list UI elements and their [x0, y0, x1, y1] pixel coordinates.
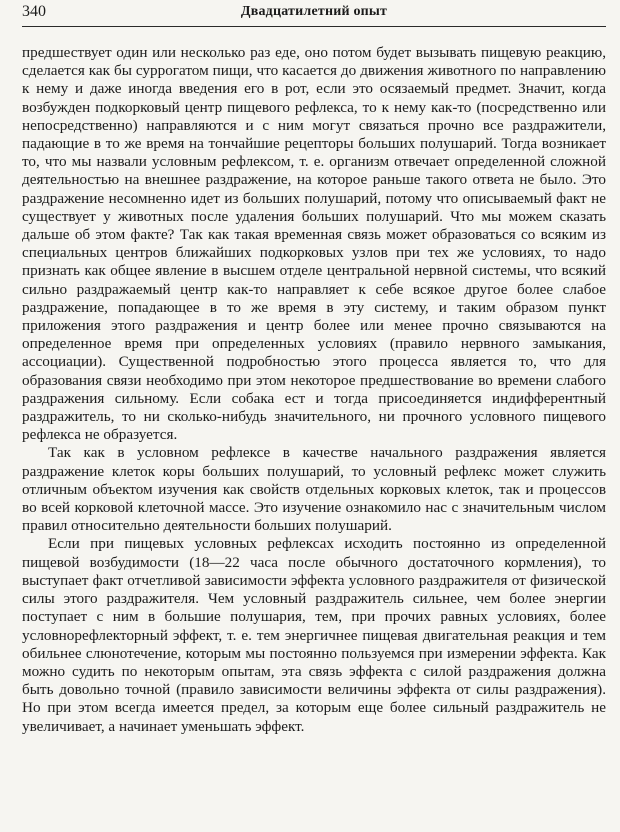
- paragraph: предшествует один или несколько раз еде, оно потом будет вызывать пищевую реакцию, сделается как бы суррогатом пищи, что касается до движения животного по направлению к нему и даже иногда введения его в рот, если это осязаемый предмет. Значит, когда возбужден подкорковый центр пищевого рефлекса, то к нему как-то (посредственно или непосредственно) направляются и с ним могут связаться прочно все раздражители, падающие в то же время на тончайшие рецепторы больших полушарий. Тогда возникает то, что мы назвали условным рефлексом, т. е. организм отвечает определенной сложной деятельностью на внешнее раздражение, на которое раньше такого ответа не было. Это раздражение несомненно идет из больших полушарий, потому что описываемый факт не существует у животных после удаления больших полушарий. Что мы можем сказать дальше об этом факте? Так как такая временная связь может образоваться со всяким из специальных центров ближайших подкорковых узлов при тех же условиях, то надо признать как общее явление в высшем отделе центральной нервной системы, что всякий сильно раздражаемый центр как-то направляет к себе всякое другое более слабое раздражение, попадающее в то же время в эту систему, и таким образом пункт приложения этого раздражения и центр более или менее прочно связываются на определенное время при определенных условиях (правило нервного замыкания, ассоциации). Существенной подробностью этого процесса является то, что для образования связи необходимо при этом некоторое предшествование во времени слабого раздражения сильному. Если собака ест и тогда присоединяется индифферентный раздражитель, то ни сколько-нибудь значительного, ни прочного условного пищевого рефлекса не образуется.: [22, 44, 606, 444]
- running-title: Двадцатилетний опыт: [240, 4, 388, 19]
- page-number: 340: [22, 3, 46, 20]
- page-header: [22, 0, 606, 27]
- paragraph: Если при пищевых условных рефлексах исходить постоянно из определенной пищевой возбудимости (18—22 часа после обычного достаточного кормления), то выступает факт отчетливой зависимости эффекта условного раздражителя от физической силы этого раздражителя. Чем условный раздражитель сильнее, чем более энергии поступает с ним в большие полушария, тем, при прочих равных условиях, более условнорефлекторный эффект, т. е. тем энергичнее пищевая двигательная реакция и тем обильнее слюнотечение, которым мы постоянно пользуемся при измерении эффекта. Как можно судить по некоторым опытам, эта связь эффекта с силой раздражения должна быть довольно точной (правило зависимости величины эффекта от силы раздражения). Но при этом всегда имеется предел, за которым еще более сильный раздражитель не увеличивает, а начинает уменьшать эффект.: [22, 535, 606, 735]
- body-text: [22, 44, 606, 736]
- paragraph: Так как в условном рефлексе в качестве начального раздражения является раздражение клеток коры больших полушарий, то условный рефлекс может служить отличным объектом изучения как свойств отдельных корковых клеток, так и процессов во всей корковой клеточной массе. Это изучение ознакомило нас с значительным числом правил относительно деятельности больших полушарий.: [22, 444, 606, 535]
